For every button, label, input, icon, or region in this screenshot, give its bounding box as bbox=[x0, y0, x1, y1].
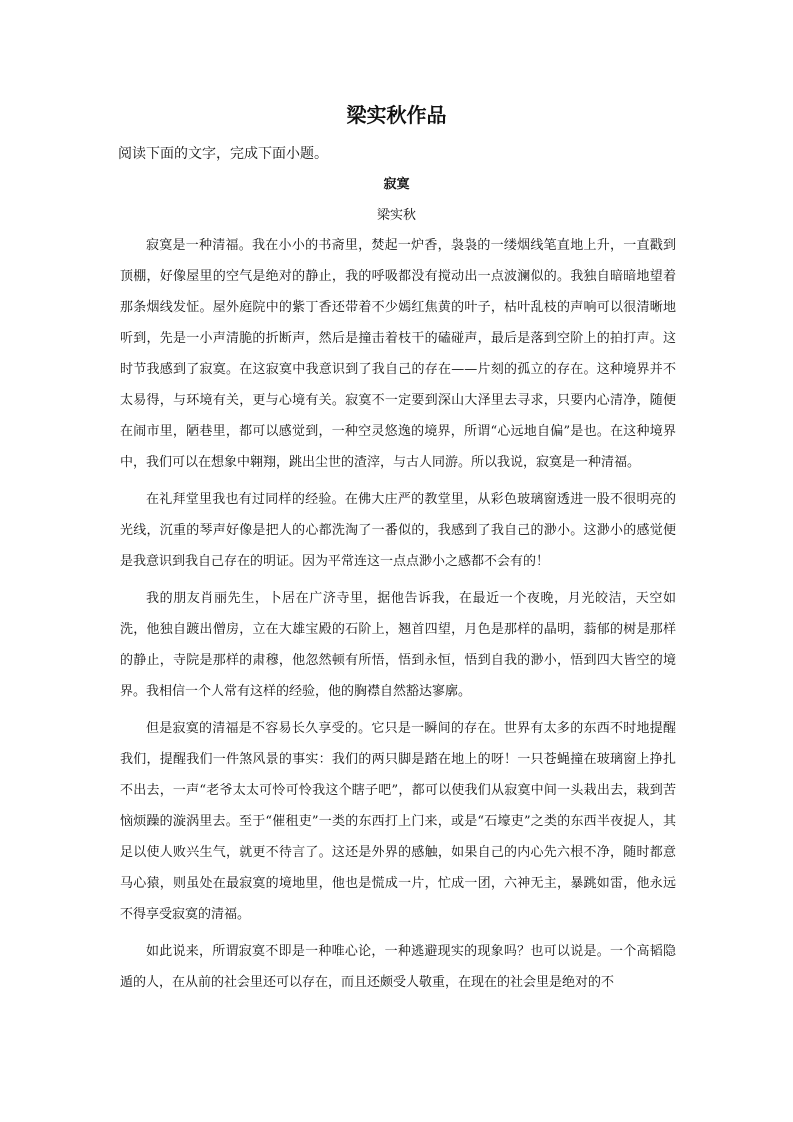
document-title: 梁实秋作品 bbox=[346, 103, 447, 127]
essay-author: 梁实秋 bbox=[376, 208, 416, 223]
reading-instruction: 阅读下面的文字，完成下面小题。 bbox=[118, 146, 328, 162]
essay-title: 寂寞 bbox=[383, 177, 410, 192]
essay-paragraph-5: 如此说来，所谓寂寞不即是一种唯心论，一种逃避现实的现象吗？也可以说是。一个高韬隐遁的人，在从前的社会里还可以存在，而且还颇受人敬重，在现在的社会里是绝对的不 bbox=[120, 944, 676, 990]
essay-paragraph-1: 寂寞是一种清福。我在小小的书斋里，焚起一炉香，袅袅的一缕烟线笔直地上升，一直戳到顶棚，好像屋里的空气是绝对的静止，我的呼吸都没有搅动出一点波澜似的。我独自暗暗地望着那条烟线发怔。屋外庭院中的紫丁香还带着不少嫣红焦黄的叶子，枯叶乱枝的声响可以很清晰地听到，先是一小声清脆的折断声，然后是撞击着枝干的磕碰声，最后是落到空阶上的拍打声。这时节我感到了寂寞。在这寂寞中我意识到了我自己的存在——片刻的孤立的存在。这种境界并不太易得，与环境有关，更与心境有关。寂寞不一定要到深山大泽里去寻求，只要内心清净，随便在闹市里，陋巷里，都可以感觉到，一种空灵悠逸的境界，所谓“心远地自偏”是也。在这种境界中，我们可以在想象中翱翔，跳出尘世的渣滓，与古人同游。所以我说，寂寞是一种清福。 bbox=[120, 238, 676, 470]
essay-body bbox=[120, 230, 676, 1004]
essay-paragraph-3: 我的朋友肖丽先生，卜居在广济寺里，据他告诉我，在最近一个夜晚，月光皎洁，天空如洗，他独自踱出僧房，立在大雄宝殿的石阶上，翘首四望，月色是那样的晶明，蓊郁的树是那样的静止，寺院是那样的肃穆，他忽然顿有所悟，悟到永恒，悟到自我的渺小，悟到四大皆空的境界。我相信一个人常有这样的经验，他的胸襟自然豁达寥廓。 bbox=[120, 591, 676, 699]
essay-paragraph-4: 但是寂寞的清福是不容易长久享受的。它只是一瞬间的存在。世界有太多的东西不时地提醒我们，提醒我们一件煞风景的事实：我们的两只脚是踏在地上的呀！一只苍蝇撞在玻璃窗上挣扎不出去，一声“老爷太太可怜可怜我这个瞎子吧”，都可以使我们从寂寞中间一头栽出去，栽到苦恼烦躁的漩涡里去。至于“催租吏”一类的东西打上门来，或是“石壕吏”之类的东西半夜捉人，其足以使人败兴生气，就更不待言了。这还是外界的感触，如果自己的内心先六根不净，随时都意马心猿，则虽处在最寂寞的境地里，他也是慌成一片，忙成一团，六神无主，暴跳如雷，他永远不得享受寂寞的清福。 bbox=[120, 721, 676, 922]
essay-paragraph-2: 在礼拜堂里我也有过同样的经验。在佛大庄严的教堂里，从彩色玻璃窗透进一股不很明亮的光线，沉重的琴声好像是把人的心都洗淘了一番似的，我感到了我自己的渺小。这渺小的感觉便是我意识到我自己存在的明证。因为平常连这一点点渺小之感都不会有的！ bbox=[120, 492, 676, 569]
